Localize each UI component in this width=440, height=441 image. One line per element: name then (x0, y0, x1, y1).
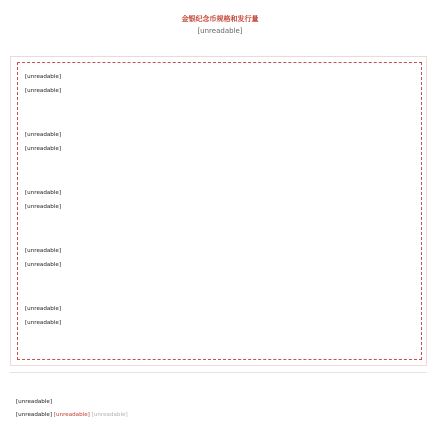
spec-entry-line-1: [unreadable] (25, 74, 62, 80)
spec-entry-line-1: [unreadable] (25, 248, 62, 254)
article-title: 金银纪念币规格和发行量 (181, 15, 259, 23)
spec-entry (25, 302, 417, 330)
footer-line-1: [unreadable] (16, 399, 53, 405)
footer-divider (10, 372, 427, 373)
footer-line-2-text: [unreadable] (16, 412, 53, 418)
spec-entry-line-2: [unreadable] (25, 204, 62, 210)
spec-entry-line-2: [unreadable] (25, 262, 62, 268)
spec-entry-line-2: [unreadable] (25, 146, 62, 152)
spec-entry (25, 70, 417, 98)
footer-link[interactable]: [unreadable] (53, 412, 90, 418)
spec-entry (25, 128, 417, 156)
spec-entry-line-1: [unreadable] (25, 132, 62, 138)
article-subtitle: [unreadable] (197, 27, 243, 35)
spec-entry-line-2: [unreadable] (25, 88, 62, 94)
footer-text (16, 396, 426, 422)
spec-entry (25, 244, 417, 272)
spec-entry-line-1: [unreadable] (25, 306, 62, 312)
footer-faded-text: [unreadable] (91, 412, 128, 418)
spec-entry-line-1: [unreadable] (25, 190, 62, 196)
spec-entry-line-2: [unreadable] (25, 320, 62, 326)
footer-line-2 (16, 409, 426, 422)
spec-entry (25, 186, 417, 214)
